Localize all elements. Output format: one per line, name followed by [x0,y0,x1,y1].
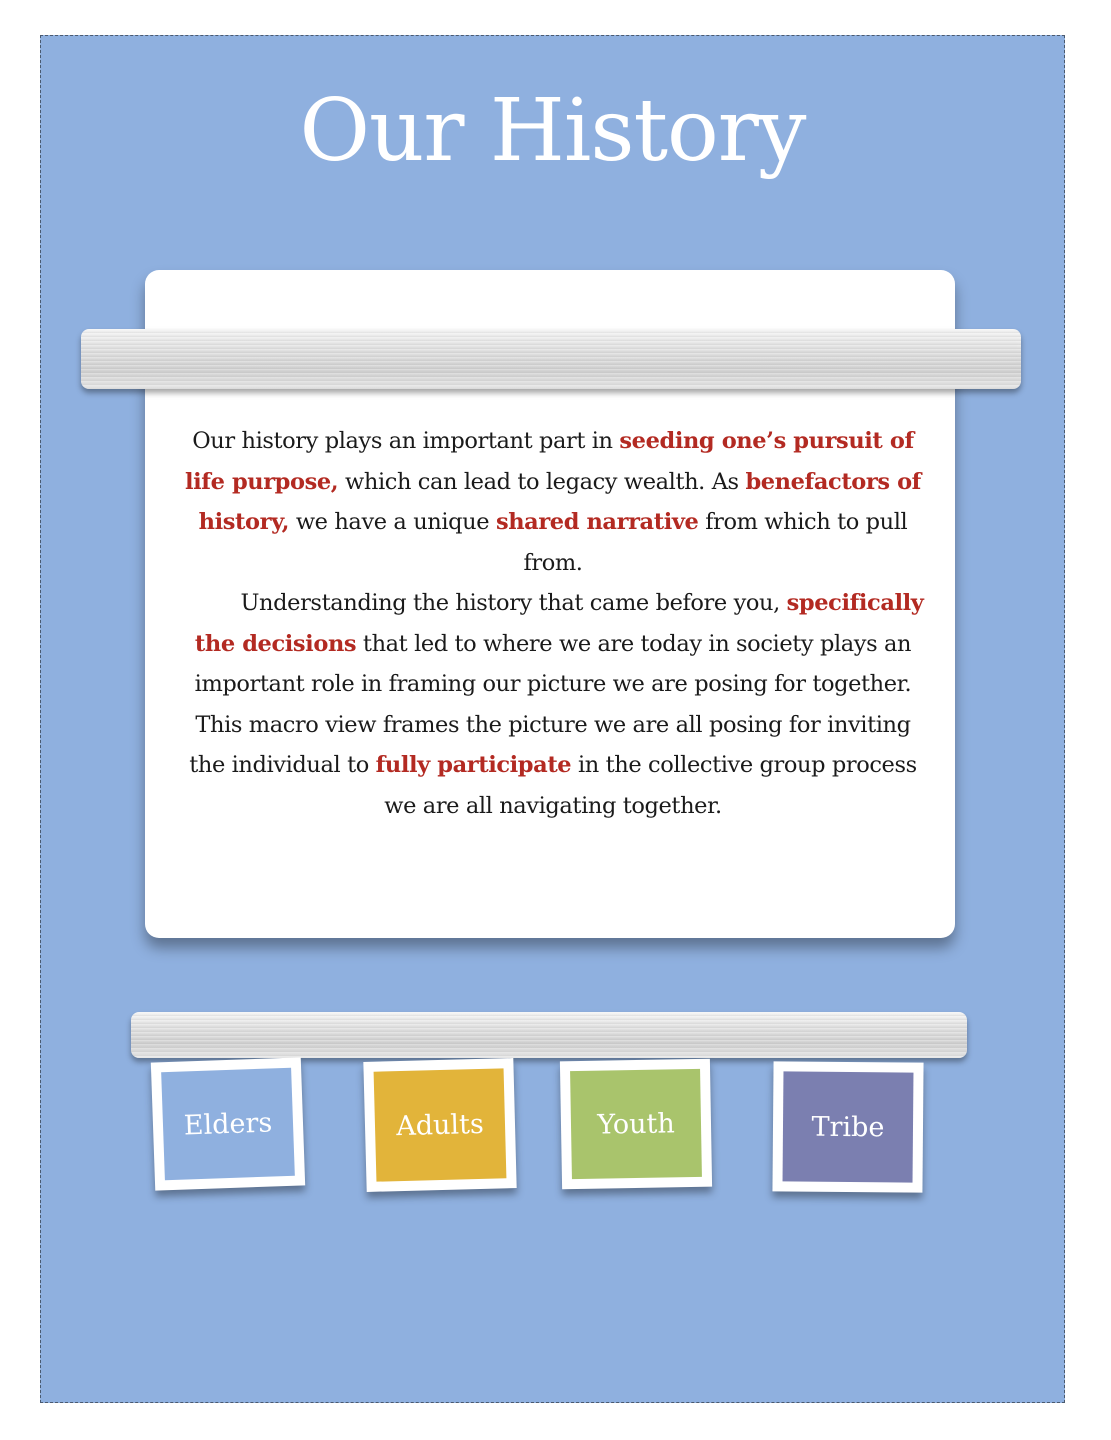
text-segment: we have a unique [289,509,496,535]
tab-adults-swatch [374,1068,507,1181]
tab-adults-label: Adults [395,1108,485,1142]
text-segment: in the collective group process we are all navigating together. [384,752,917,819]
tab-youth[interactable] [560,1059,712,1190]
tab-adults[interactable] [363,1058,516,1192]
text-segment: that led to where we are today in society plays an important role in framing our picture we are posing for together. This macro view frames the picture we are all posing for inviting the individual to [189,630,912,778]
page-title: Our History [299,81,806,181]
tabs-bar [131,1012,967,1058]
text-segment: Understanding the history that came before you, [240,590,787,616]
tab-elders[interactable] [151,1057,305,1190]
tab-youth-label: Youth [597,1107,675,1141]
tab-elders-swatch [161,1068,295,1180]
highlight-text: specifically the decisions [194,590,924,657]
highlight-text: benefactors of history, [198,468,921,535]
text-segment: which can lead to legacy wealth. As [338,468,746,495]
text-segment: from which to pull from. [523,509,908,576]
highlight-text: seeding one’s pursuit of life purpose, [185,428,914,495]
page-background [40,35,1065,1403]
highlight-text: fully participate [375,752,572,778]
tab-tribe-label: Tribe [811,1111,885,1143]
tab-tribe-swatch [783,1071,914,1182]
tab-youth-swatch [570,1069,702,1179]
highlight-text: shared narrative [495,509,699,535]
tab-tribe[interactable] [772,1061,923,1192]
card-top-bar [81,329,1021,389]
tab-elders-label: Elders [183,1106,273,1142]
history-text [175,421,931,826]
text-segment: Our history plays an important part in [192,428,620,454]
